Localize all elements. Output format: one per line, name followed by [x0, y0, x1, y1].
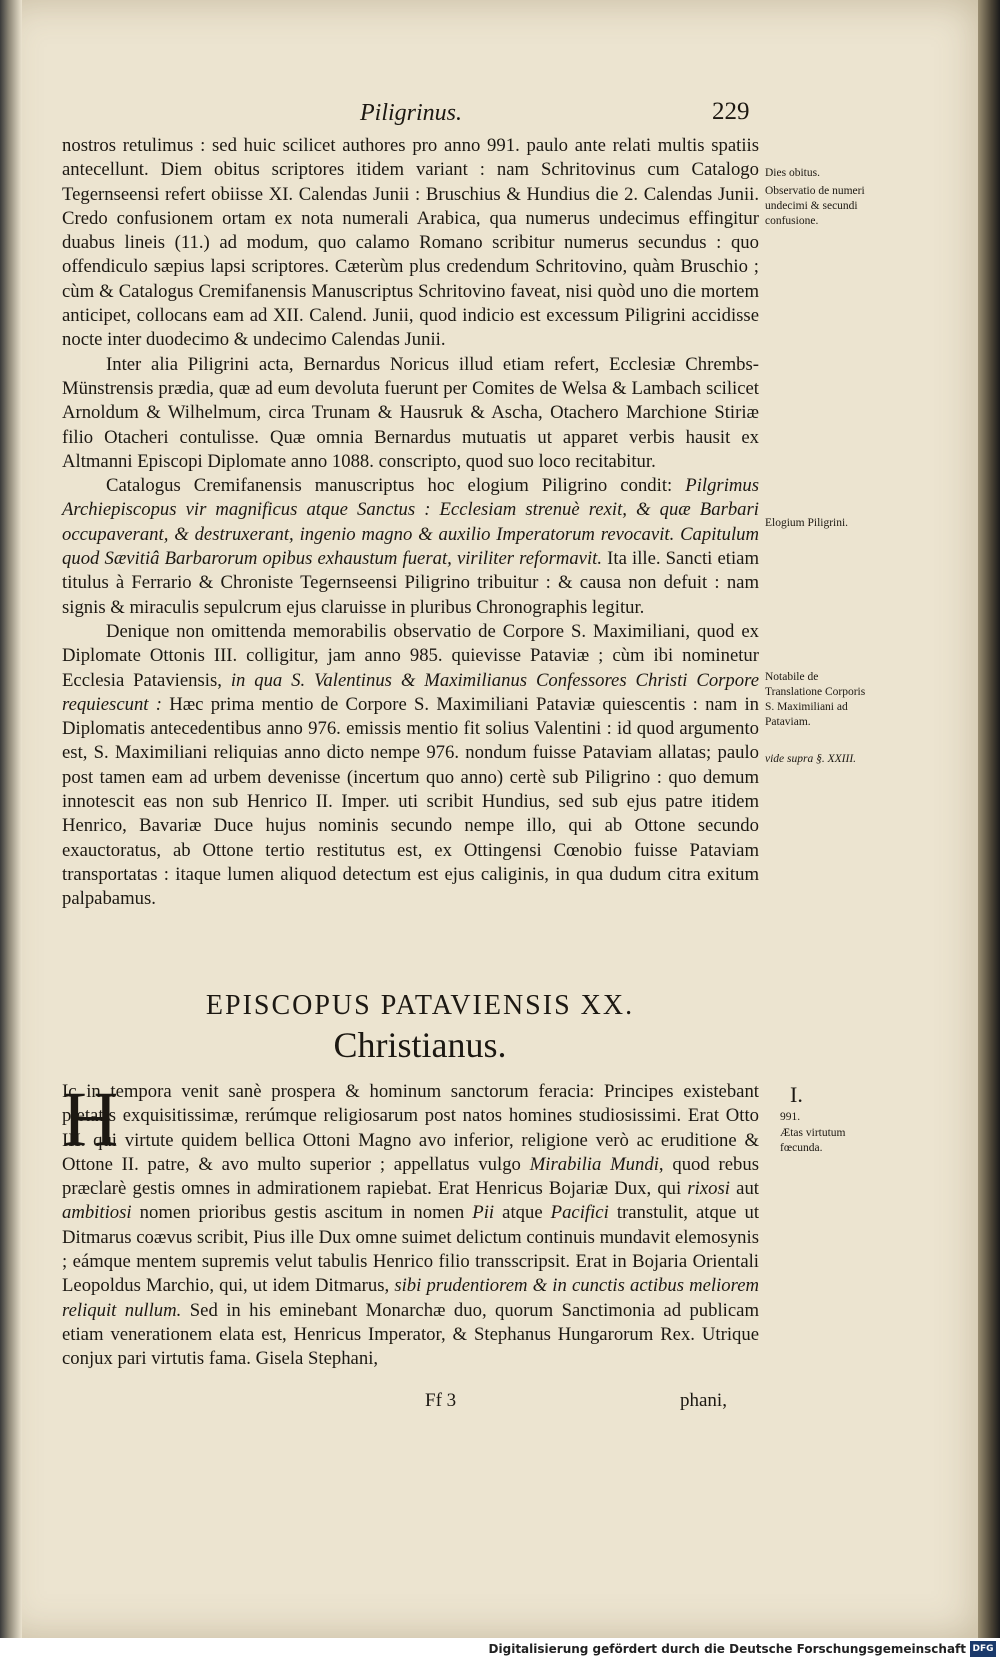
- chapter-part-3: nomen prioribus gestis ascitum in nomen: [139, 1202, 465, 1224]
- footer-credit: Digitalisierung gefördert durch die Deutsche Forschungsgemeinschaft: [488, 1642, 966, 1656]
- chapter-part-1: Ic in tempora venit sanè prospera & hominum sanctorum feracia: Principes existebant pietatis exquisitissimæ, rerúmque religiosarum post natos homines studiosissimi. Erat Otto III. qui virtute quidem bellica Ottoni Magno avo inferior, religione verò ac eruditione & Ottone II. patre, & avo multo superior ; appellatus vulgo: [62, 1081, 759, 1175]
- margin-note-dies-obitus: Dies obitus.: [765, 167, 820, 179]
- margin-note-aetas: Ætas virtutum fœcunda.: [780, 1127, 846, 1154]
- main-text-block: [62, 134, 759, 912]
- page-edge: [978, 0, 1000, 1638]
- mirabilia-mundi: Mirabilia Mundi: [529, 1153, 659, 1175]
- paragraph-4-lead: Denique non omittenda memorabilis observatio de Corpore S. Maximiliani, quod ex Diplomate Ottonis III. colligitur, jam anno 985. quievisse Pataviæ ; cùm ibi nominetur Ecclesia Pataviensis,: [62, 620, 759, 691]
- running-head: Piligrinus.: [360, 100, 463, 126]
- paragraph-3-tail: Ita ille. Sancti etiam titulus à Ferrario & Chroniste Tegernseensi Piligrino tribuitur : & causa non defuit : nam signis & miraculis sepulcrum ejus claruisse in pluribus Chronographis legitur.: [62, 548, 760, 618]
- chapter-part-2: , quod rebus præclarè gestis omnes in admirationem rapiebat. Erat Henricus Bojariæ Dux, qui: [62, 1153, 759, 1200]
- elogium-quote: Pilgrimus Archiepiscopus vir magnificus atque Sanctus : Ecclesiam strenuè rexit, & quæ Barbari occupaverant, & destruxerant, ingenio magno & auxilio Imperatorum revocavit. Capitulum quod Sævitiâ Barbarorum opibus exhaustum fuerat, viriliter reformavit.: [62, 475, 760, 570]
- chapter-part-5: Sed in his eminebant Monarchæ duo, quorum Sanctimonia ad publicam etiam venerationem elata est, Henricus Imperator, & Stephanus Hungarorum Rex. Utrique conjux pari virtutis fama. Gisela Stephani,: [62, 1299, 759, 1370]
- pii: Pii: [472, 1202, 495, 1224]
- aut: aut: [736, 1178, 759, 1200]
- margin-note-observatio: Observatio de numeri undecimi & secundi confusione.: [765, 185, 865, 227]
- page-number: 229: [712, 98, 750, 125]
- diploma-quote: in qua S. Valentinus & Maximilianus Confessores Christi Corpore requiescunt :: [62, 669, 759, 715]
- paragraph-3: [62, 474, 759, 620]
- ditmarus-quote: sibi prudentiorem & in cunctis actibus meliorem reliquit nullum.: [62, 1275, 760, 1321]
- rixosi: rixosi: [687, 1178, 730, 1200]
- paragraph-4-tail: Hæc prima mentio de Corpore S. Maximiliani Pataviæ quiescentis : nam in Diplomatis antecedentibus anno 976. emissis mentio fit solius Valentini : id quod argumento est, S. Maximiliani reliquias anno dicto nempe 976. nondum fuisse Pataviam allatas; paulo post tamen eam ad urbem devenisse (incertum quo anno) certè sub Piligrino : quo demum innotescit eas non sub Henrico II. Imper. uti scribit Hundius, sed sub ejus patre itidem Henrico, Bavariæ Duce hujus nominis secundo nempe illo, qui ab Ottone secundo exauctoratus, ab Ottone tertio restitutus est, ex Ottingensi Cœnobio fuisse Pataviam transportatas : itaque lumen aliquod detectum est ejus caliginis, in qua dudum citra exitum palpabamus.: [62, 693, 760, 910]
- paragraph-3-lead: Catalogus Cremifanensis manuscriptus hoc elogium Piligrino condit:: [106, 475, 673, 497]
- chapter-text-block: [62, 1075, 760, 1372]
- dfg-logo: DFG: [970, 1641, 996, 1657]
- drop-capital: H: [62, 1075, 119, 1162]
- margin-note-elogium: Elogium Piligrini.: [765, 517, 849, 529]
- pacifici: Pacifici: [550, 1202, 609, 1224]
- paragraph-2: Inter alia Piligrini acta, Bernardus Noricus illud etiam refert, Ecclesiæ Chrembs-Münstrensis prædia, quæ ad eum devoluta fuerunt per Comites de Welsa & Lambach scilicet Arnoldum & Wilhelmum, circa Trunam & Hausruk & Ascha, Otachero Marchione Stiriæ filio Otacheri contulisse. Quæ omnia Bernardus mutuatis ut apparet verbis hausit ex Altmanni Episcopi Diplomate anno 1088. conscripto, quod suo loco recitabitur.: [62, 353, 759, 472]
- section-heading: EPISCOPUS PATAVIENSIS XX.: [205, 990, 635, 1021]
- gutter-shadow: [0, 0, 22, 1638]
- section-title: Christianus.: [333, 1025, 507, 1065]
- atque: atque: [502, 1202, 543, 1224]
- paragraph-1: nostros retulimus : sed huic scilicet authores pro anno 991. paulo ante relati multis spatiis antecellunt. Diem obitus scriptores itidem variant : nam Schritovinus cum Catalogo Tegernseensi refert obiisse XI. Calendas Junii : Bruschius & Hundius die 2. Calendas Junii. Credo confusionem ortam ex nota numerali Arabica, qua numerus undecimus effingitur duabus lineis (11.) ad modum, quo calamo Romano scribitur numerus secundus : quo offendiculo sæpius lapsi scriptores. Cæterùm plus credendum Schritovino, quàm Bruschio ; cùm & Catalogus Cremifanensis Manuscriptus Schritovino faveat, nisi quòd uno die mortem anticipet, collocans eam ad XII. Calend. Junii, quod indicio est excessum Piligrini accidisse nocte inter duodecimo & undecimo Calendas Junii.: [62, 135, 759, 351]
- margin-note-notabile: Notabile de Translatione Corporis S. Maximiliani ad Pataviam.: [765, 671, 866, 728]
- ambitiosi: ambitiosi: [62, 1202, 132, 1224]
- vide-supra-text: vide supra §. XXIII.: [765, 753, 857, 765]
- signature-mark: Ff 3: [425, 1390, 457, 1411]
- margin-note-vide-supra: [765, 752, 875, 767]
- footer-bar: [0, 1638, 1000, 1662]
- chapter-number: I.: [790, 1082, 803, 1107]
- catchword: phani,: [680, 1390, 727, 1411]
- paragraph-4: [62, 620, 759, 912]
- margin-note-year: 991.: [780, 1111, 801, 1123]
- chapter-part-4: transtulit, atque ut Ditmarus coævus scribit, Pius ille Dux omne suimet delictum continuis mundavit elemosynis ; eámque mentem supremis velut tabulis Henrico filio transscripsit. Erat in Bojaria Orientali Leopoldus Marchio, qui, ut idem Ditmarus,: [62, 1202, 760, 1297]
